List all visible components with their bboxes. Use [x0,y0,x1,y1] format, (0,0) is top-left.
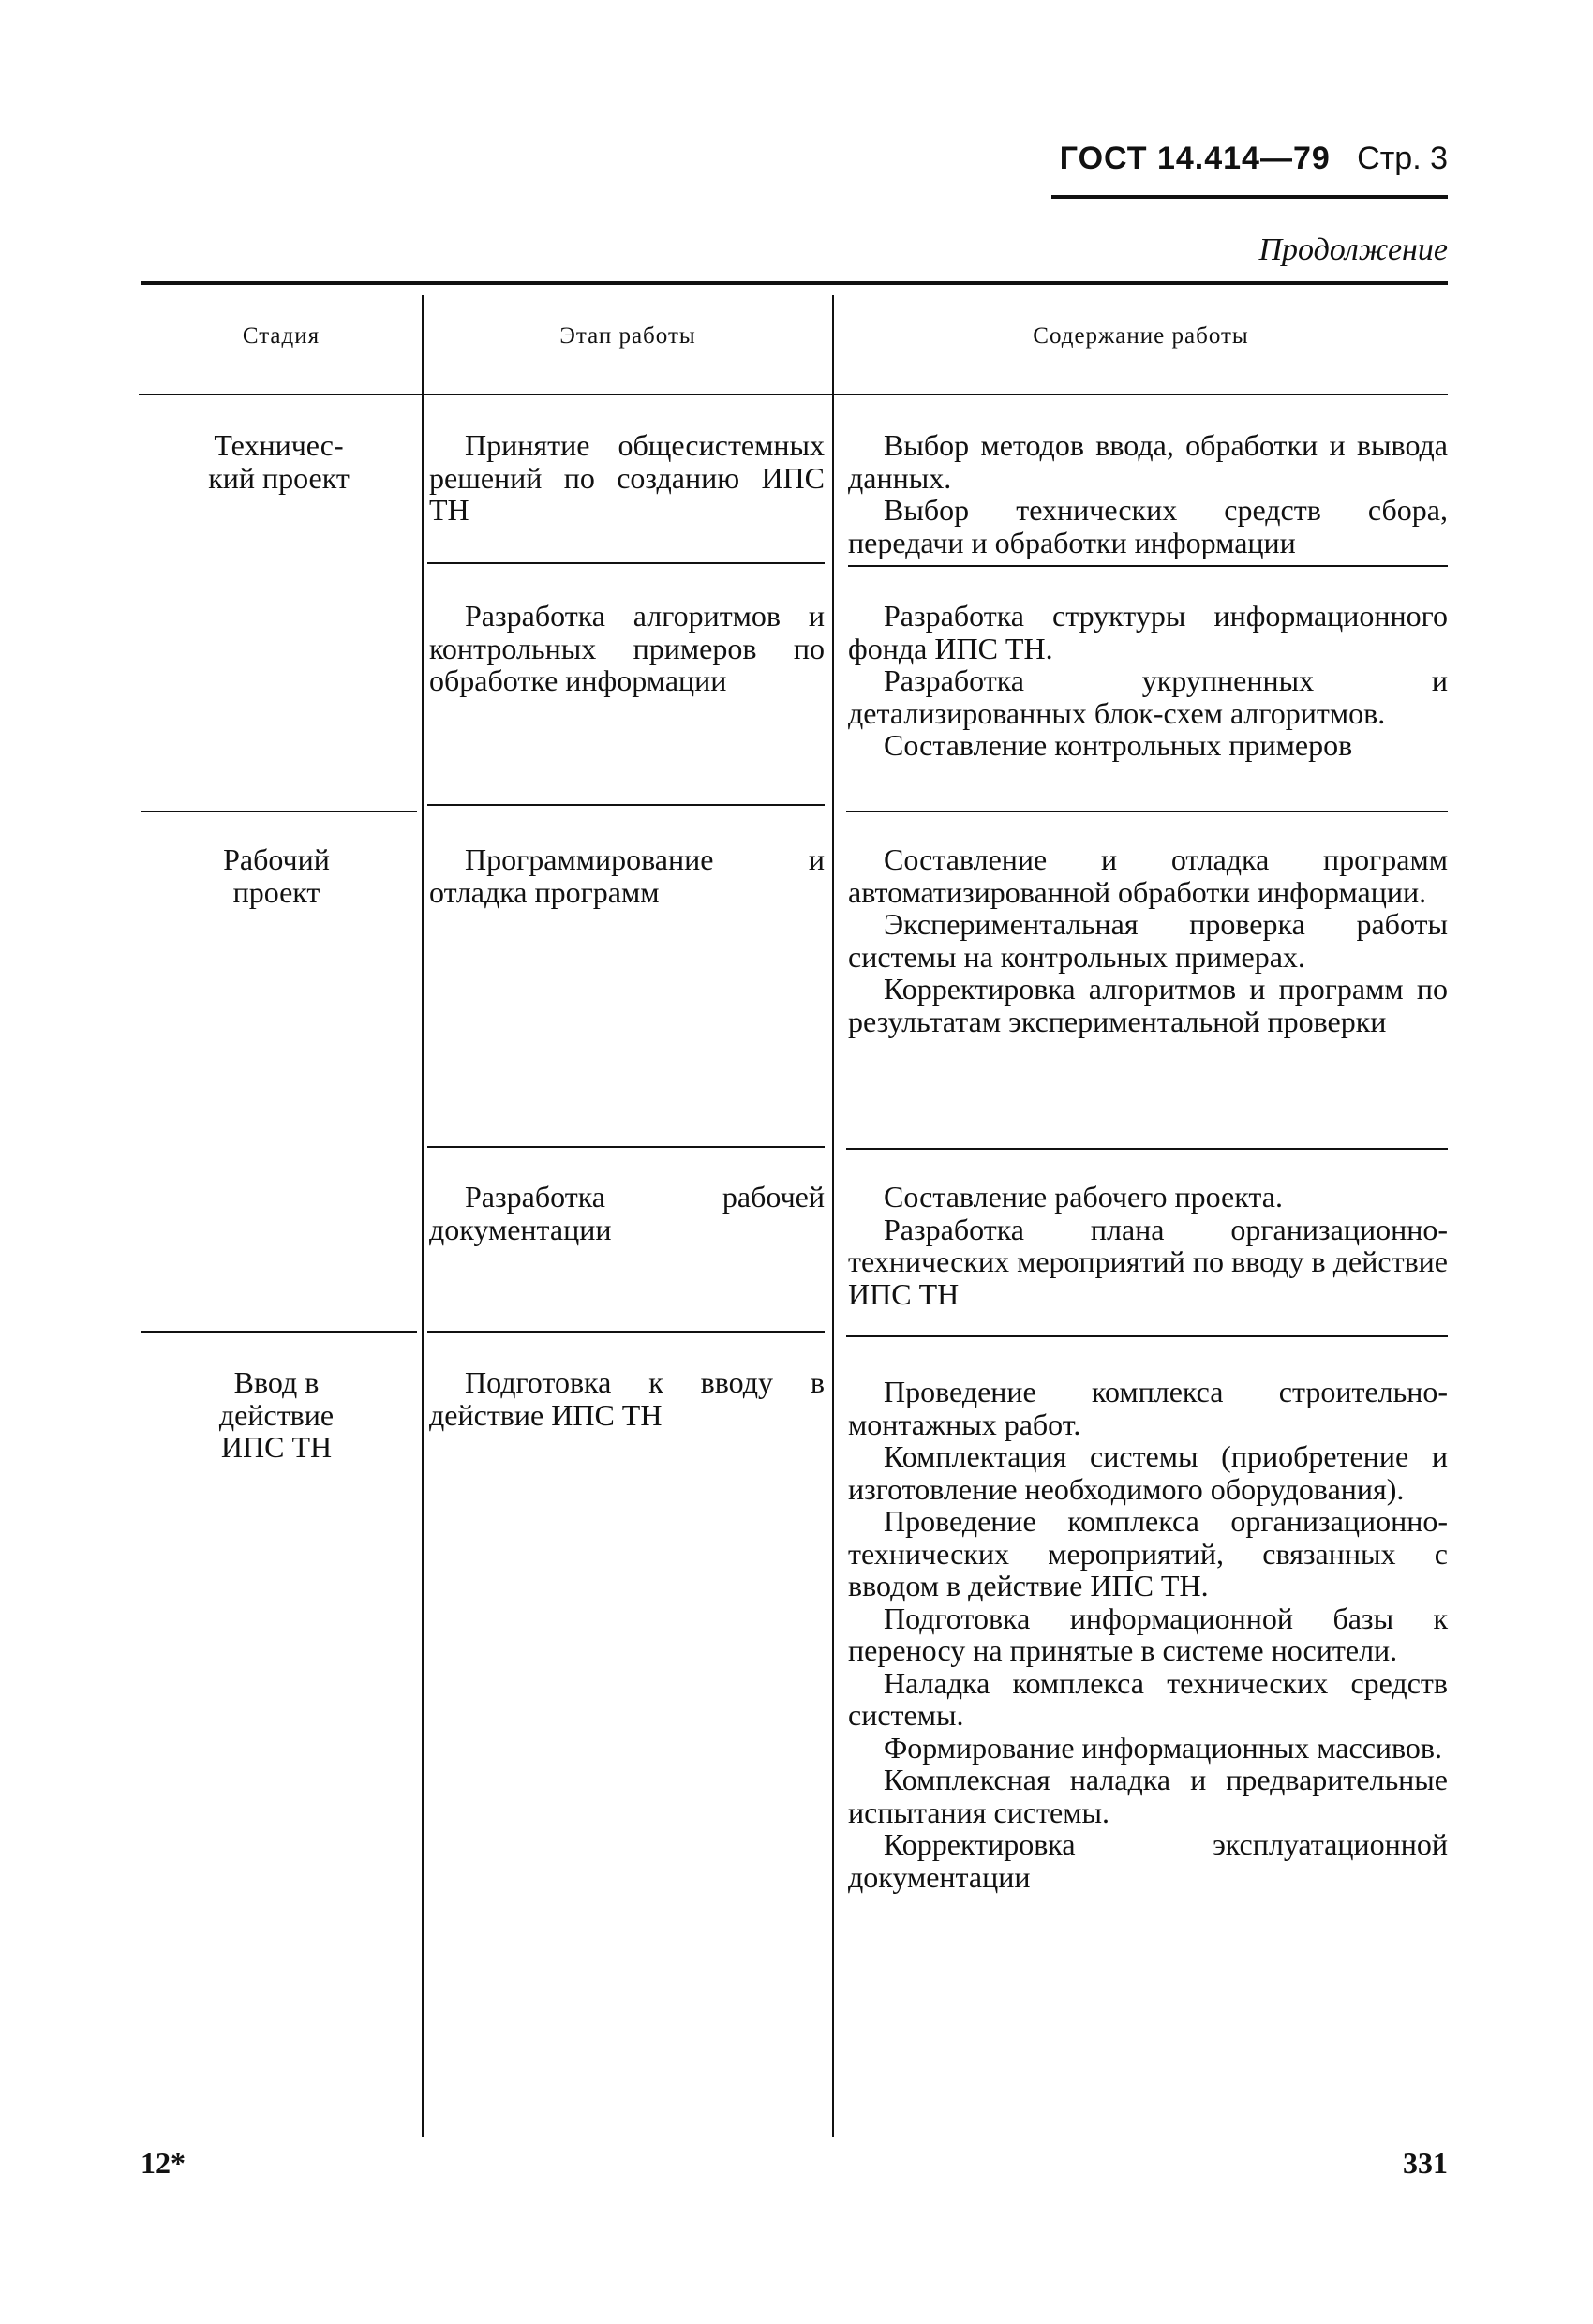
column-divider-1 [422,295,424,2137]
content-paragraph: Разработка укрупненных и детализированных блок-схем алгоритмов. [848,663,1448,730]
content-paragraph: Составление рабочего проекта. [884,1180,1283,1214]
content-paragraph: Комплектация системы (приобретение и изготовление необходимого оборудования). [848,1439,1448,1506]
continuation-label: Продолжение [1258,232,1448,267]
content-paragraph: Проведение комплекса строительно-монтажных работ. [848,1375,1448,1441]
content-cell [848,429,1448,559]
page-header [937,141,1448,177]
step-cell: Разработка алгоритмов и контрольных примеров по обработке информации [429,599,825,697]
row-rule [427,1146,825,1148]
row-rule [848,565,1448,567]
stage-cell: Техничес- кий проект [208,428,350,495]
content-paragraph: Корректировка эксплуатационной документации [848,1827,1448,1894]
column-header-step: Этап работы [559,323,696,349]
step-cell: Разработка рабочей документации [429,1180,825,1246]
content-cell [848,600,1448,762]
row-rule [846,1335,1448,1337]
content-paragraph: Разработка структуры информационного фонда ИПС ТН. [848,599,1448,665]
page-label: Стр. 3 [1357,141,1448,176]
standard-number: ГОСТ 14.414—79 [1059,141,1331,176]
row-rule [846,811,1448,812]
content-paragraph: Проведение комплекса организационно-технических мероприятий, связанных с вводом в действие ИПС ТН. [848,1504,1448,1602]
content-paragraph: Выбор методов ввода, обработки и вывода данных. [848,428,1448,495]
stage-cell: Рабочий проект [223,842,330,909]
page-number: 331 [1403,2146,1448,2180]
row-rule [141,811,417,812]
content-paragraph: Наладка комплекса технических средств системы. [848,1665,1448,1732]
content-cell [848,1376,1448,1893]
content-paragraph: Формирование информационных массивов. [884,1730,1443,1765]
content-cell [848,843,1448,1037]
row-rule [427,804,825,806]
content-paragraph: Составление и отладка программ автоматизированной обработки информации. [848,842,1448,909]
column-header-content: Содержание работы [1033,323,1249,349]
content-paragraph: Подготовка информационной базы к переносу на принятые в системе носители. [848,1601,1448,1667]
row-rule [141,1331,417,1333]
content-paragraph: Экспериментальная проверка работы системы на контрольных примерах. [848,907,1448,974]
content-paragraph: Разработка плана организационно-технических мероприятий по вводу в действие ИПС ТН [848,1212,1448,1311]
stage-cell: Ввод в действие ИПС ТН [218,1365,335,1464]
content-paragraph: Выбор технических средств сбора, передачи и обработки информации [848,493,1448,559]
row-rule [846,1148,1448,1150]
step-cell: Принятие общесистемных решений по созданию ИПС ТН [429,428,825,527]
footer-signature: 12* [141,2146,186,2180]
header-rule [1051,195,1448,199]
content-cell [848,1181,1448,1310]
table-header-rule [139,394,1448,395]
row-rule [427,562,825,564]
content-paragraph: Составление контрольных примеров [884,728,1353,762]
step-cell: Программирование и отладка программ [429,842,825,909]
column-header-stage: Стадия [242,323,320,349]
table-top-rule [141,281,1448,285]
content-paragraph: Корректировка алгоритмов и программ по результатам экспериментальной проверки [848,972,1448,1038]
row-rule [427,1331,825,1333]
content-paragraph: Комплексная наладка и предварительные испытания системы. [848,1763,1448,1829]
step-cell: Подготовка к вводу в действие ИПС ТН [429,1365,825,1432]
column-divider-2 [832,295,834,2137]
